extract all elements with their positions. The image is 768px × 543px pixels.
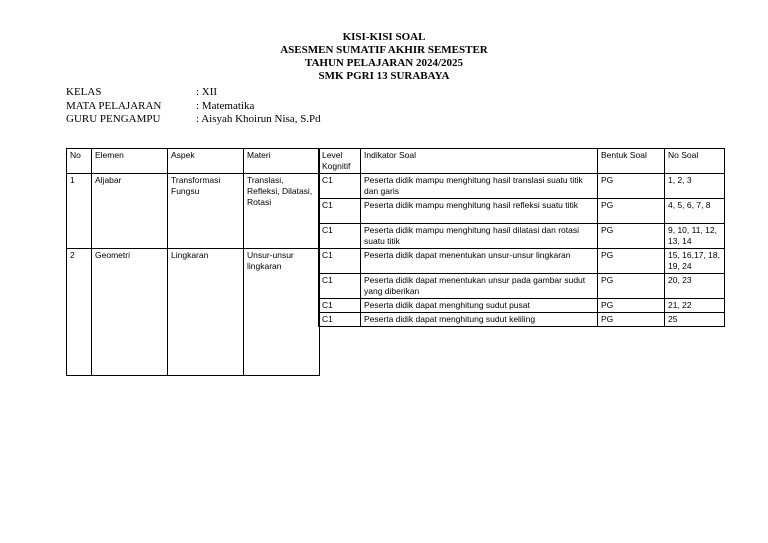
table-row <box>319 299 725 313</box>
info-value: : Matematika <box>196 99 255 112</box>
cell-materi: Unsur-unsur lingkaran <box>244 249 320 376</box>
header-no: No <box>67 149 92 174</box>
info-row-mapel <box>66 100 321 114</box>
cell-elemen: Geometri <box>92 249 168 376</box>
cell-level: C1 <box>319 249 361 274</box>
cell-elemen: Aljabar <box>92 174 168 249</box>
cell-bentuk: PG <box>598 313 665 327</box>
cell-indikator: Peserta didik dapat menentukan unsur pada gambar sudut yang diberikan <box>361 274 598 299</box>
title-line-4: SMK PGRI 13 SURABAYA <box>318 70 450 82</box>
cell-nosoal: 21, 22 <box>665 299 725 313</box>
cell-level: C1 <box>319 199 361 224</box>
table-row <box>67 174 320 249</box>
header-elemen: Elemen <box>92 149 168 174</box>
cell-bentuk: PG <box>598 299 665 313</box>
cell-indikator: Peserta didik mampu menghitung hasil refleksi suatu titik <box>361 199 598 224</box>
table-row <box>67 249 320 376</box>
info-label: GURU PENGAMPU <box>66 113 161 125</box>
cell-level: C1 <box>319 224 361 249</box>
header-aspek: Aspek <box>168 149 244 174</box>
cell-bentuk: PG <box>598 249 665 274</box>
cell-level: C1 <box>319 299 361 313</box>
cell-level: C1 <box>319 174 361 199</box>
table-row <box>319 313 725 327</box>
cell-no: 1 <box>67 174 92 249</box>
cell-indikator: Peserta didik dapat menentukan unsur-unsur lingkaran <box>361 249 598 274</box>
title-line-2: ASESMEN SUMATIF AKHIR SEMESTER <box>280 44 488 56</box>
table-row <box>319 249 725 274</box>
table-row <box>319 174 725 199</box>
cell-bentuk: PG <box>598 274 665 299</box>
header-nosoal: No Soal <box>665 149 725 174</box>
cell-materi: Translasi, Refleksi, Dilatasi, Rotasi <box>244 174 320 249</box>
info-label: KELAS <box>66 86 102 98</box>
info-row-kelas <box>66 86 321 100</box>
title-line-3: TAHUN PELAJARAN 2024/2025 <box>304 57 464 69</box>
kisi-table-right <box>318 148 725 327</box>
info-row-guru <box>66 113 321 127</box>
table-row <box>319 274 725 299</box>
cell-level: C1 <box>319 313 361 327</box>
cell-no: 2 <box>67 249 92 376</box>
cell-aspek: Lingkaran <box>168 249 244 376</box>
info-label: MATA PELAJARAN <box>66 99 162 112</box>
cell-aspek: Transformasi Fungsu <box>168 174 244 249</box>
cell-nosoal: 20, 23 <box>665 274 725 299</box>
cell-nosoal: 4, 5, 6, 7, 8 <box>665 199 725 224</box>
table-row <box>319 224 725 249</box>
table-header-row <box>319 149 725 174</box>
cell-indikator: Peserta didik dapat menghitung sudut pusat <box>361 299 598 313</box>
title-line-1: KISI-KISI SOAL <box>342 31 426 43</box>
header-indikator: Indikator Soal <box>361 149 598 174</box>
cell-nosoal: 15, 16,17, 18, 19, 24 <box>665 249 725 274</box>
cell-bentuk: PG <box>598 224 665 249</box>
header-bentuk: Bentuk Soal <box>598 149 665 174</box>
cell-level: C1 <box>319 274 361 299</box>
kisi-table-left <box>66 148 320 376</box>
info-value: : Aisyah Khoirun Nisa, S.Pd <box>196 113 321 125</box>
cell-indikator: Peserta didik mampu menghitung hasil translasi suatu titik dan garis <box>361 174 598 199</box>
header-level: Level Kognitif <box>319 149 361 174</box>
cell-bentuk: PG <box>598 199 665 224</box>
cell-nosoal: 1, 2, 3 <box>665 174 725 199</box>
info-block <box>66 86 321 127</box>
table-row <box>319 199 725 224</box>
table-header-row <box>67 149 320 174</box>
cell-nosoal: 9, 10, 11, 12, 13, 14 <box>665 224 725 249</box>
cell-indikator: Peserta didik dapat menghitung sudut keliling <box>361 313 598 327</box>
cell-indikator: Peserta didik mampu menghitung hasil dilatasi dan rotasi suatu titik <box>361 224 598 249</box>
info-value: : XII <box>196 86 218 98</box>
cell-nosoal: 25 <box>665 313 725 327</box>
cell-bentuk: PG <box>598 174 665 199</box>
document-title <box>0 31 768 83</box>
header-materi: Materi <box>244 149 320 174</box>
